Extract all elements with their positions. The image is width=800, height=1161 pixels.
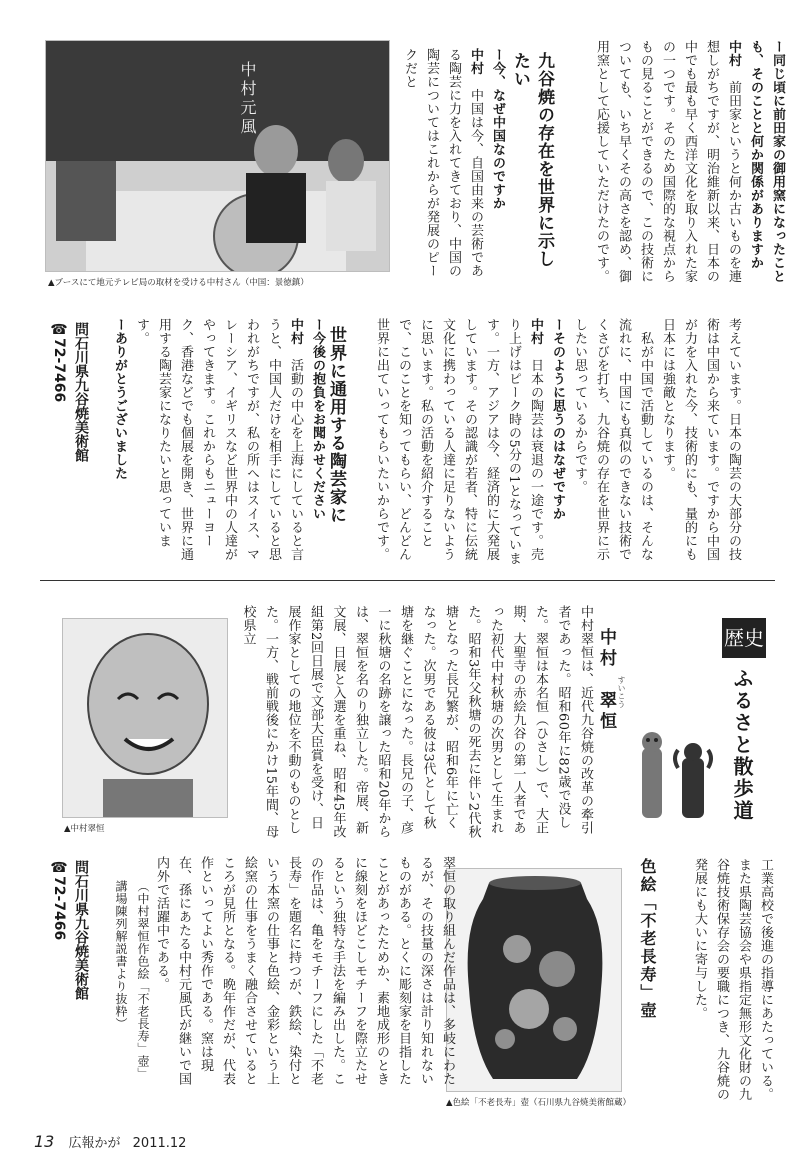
top-contact-org: 問石川県九谷焼美術館	[73, 322, 89, 462]
vase-image	[447, 869, 622, 1092]
publication-date: 2011.12	[132, 1136, 187, 1151]
answer: 中村 活動の中心を上海にしていると言うと、中国人だけを相手にしていると思われがちですが、私の所へはスイス、マレーシア、イギリスなど世界中の人達がやってきます。これからもニューヨーク、香港などでも個展を開き、世界に通用する陶芸家になりたいと思っています。	[134, 318, 303, 561]
credit-note: （中村翠恒作色絵「不老長寿」壺」講場陳列解説書より抜粋）	[114, 880, 150, 1080]
haniwa-icon	[628, 728, 718, 828]
interview-photo-image	[46, 41, 390, 272]
bio-column: 中村翠恒は、近代九谷焼の改革の牽引者であった。昭和60年に82歳で没した。翠恒は本名恒（ひさし）で、大正期、大聖寺の赤絵九谷の第一人者であった初代中村秋塘の次男として生まれた。昭和3年父秋塘の死去に伴い2代秋塘となった長兄繁が、昭和6年に亡くなった。次男である彼は3代として秋塘を継ぐことになった。長兄の子、彦一に秋塘の名跡を譲った昭和20年からは、翠恒を名のり独立した。帝展、新文展、日展と入選を重ね、昭和45年改組第2回日展で文部大臣賞を受け、日展作家としての地位を不動のものとした。一方、戦前戦後にかけ15年間、母校県立	[240, 605, 593, 839]
question: ー同じ頃に前田家の御用窯になったことも、そのことと何か関係がありますか	[748, 40, 785, 283]
question: ー今、なぜ中国なのですか	[490, 48, 505, 210]
history-badge: 歴史	[722, 618, 766, 658]
top-column-d	[108, 318, 328, 568]
person-name-ruby: すいこう	[617, 676, 626, 708]
top-column-c	[370, 318, 744, 568]
speaker: 中村	[726, 40, 741, 67]
paragraph: 考えています。日本の陶芸の大部分の技術は中国から来ています。ですから中国が力を入れた今、技術的にも、量的にも日本には強敵となります。	[660, 318, 741, 561]
top-photo-caption: ▲ブースにて地元テレビ局の取材を受ける中村さん（中国：景徳鎮）	[48, 278, 309, 288]
top-photo	[45, 40, 390, 272]
answer: 中村 中国は今、自国由来の芸術である陶芸に力を入れてきており、中国の陶芸についてはこれからが発展のピークだと	[402, 48, 483, 278]
portrait-photo	[62, 618, 228, 818]
top-heading: 九谷焼の存在を世界に示したい	[510, 52, 554, 268]
work-description: 翠恒の取り組んだ作品は、多岐にわたるが、その技量の深さは計り知れないものがある。とくに彫刻家を目指したことがあったためか、素地成形のときに線刻をほどこしモチーフを際立たせるという独特な手法を編み出した。この作品は、亀をモチーフにした「不老長寿」を題名に持つが、鉄絵、染付という本窯の仕事と色絵、金彩という上絵窯の仕事をうまく融合させているところが見所となる。晩年作だが、代表作といってよい秀作である。窯は現在、孫にあたる中村元風氏が継いで国内外で活躍中である。	[154, 856, 455, 1086]
publication-name: 広報かが	[68, 1136, 121, 1151]
section-divider	[40, 580, 775, 581]
top-column-a	[590, 40, 788, 290]
section-title: ふるさと散歩道	[730, 668, 754, 822]
question: ーそのように思うのはなぜですか	[550, 318, 565, 521]
work-title: 色絵「不老長寿」壺	[638, 858, 657, 1020]
page-footer	[34, 1132, 186, 1151]
question: ー今後の抱負をお聞かせください	[310, 318, 325, 521]
bottom-contact-org: 問石川県九谷焼美術館	[73, 860, 89, 1000]
photo-signature: 中村元風	[238, 61, 257, 137]
paragraph: 私が中国で活動しているのは、そんな流れに、中国にも真似のできない技術でくさびを打ち、九谷焼の存在を世界に示したい思っているからです。	[572, 318, 653, 561]
speaker: 中村	[468, 48, 483, 75]
speaker: 中村	[528, 318, 543, 345]
haniwa-illustration	[628, 728, 718, 828]
speaker: 中村	[288, 318, 303, 345]
answer: 中村 日本の陶芸は衰退の一途です。売り上げはピーク時の5分の1となっています。一方、アジアは今、経済的に大発展しています。その認識が若者、特に伝統文化に携わっている人達に足りないように思います。私の活動を紹介することで、このことを知ってもらい、どんどん世界に出ていってもらいたいからです。	[374, 318, 543, 566]
vase-photo	[446, 868, 622, 1092]
closing-question: ーありがとうございました	[112, 318, 127, 480]
portrait-image	[63, 619, 228, 818]
top-column-b	[398, 48, 508, 290]
person-name: 中村 翠恒	[596, 628, 616, 733]
portrait-caption: ▲中村翠恒	[64, 824, 105, 834]
answer: 中村 前田家というと何か古いものを連想しがちですが、明治維新以来、日本の中でも最も早く西洋文化を取り入れた家の一つです。そのため国際的な視点からもの見ることができるので、この技術についても、いち早くその高さを認め、御用窯として応援していただけたのです。	[594, 40, 741, 283]
vase-caption: ▲色絵「不老長寿」壺（石川県九谷焼美術館蔵）	[446, 1098, 632, 1108]
top-contact-tel: ☎72-7466	[51, 322, 67, 403]
bio-continued-column: 工業高校で後進の指導にあたっている。また県陶芸協会や県指定無形文化財の九谷焼技術保存会の要職につき、九谷焼の発展にも大いに寄与した。	[692, 858, 773, 1101]
bottom-contact-tel: ☎72-7466	[51, 860, 67, 941]
top-heading-2: 世界に通用する陶芸家に	[326, 326, 346, 524]
page-number: 13	[34, 1132, 55, 1151]
